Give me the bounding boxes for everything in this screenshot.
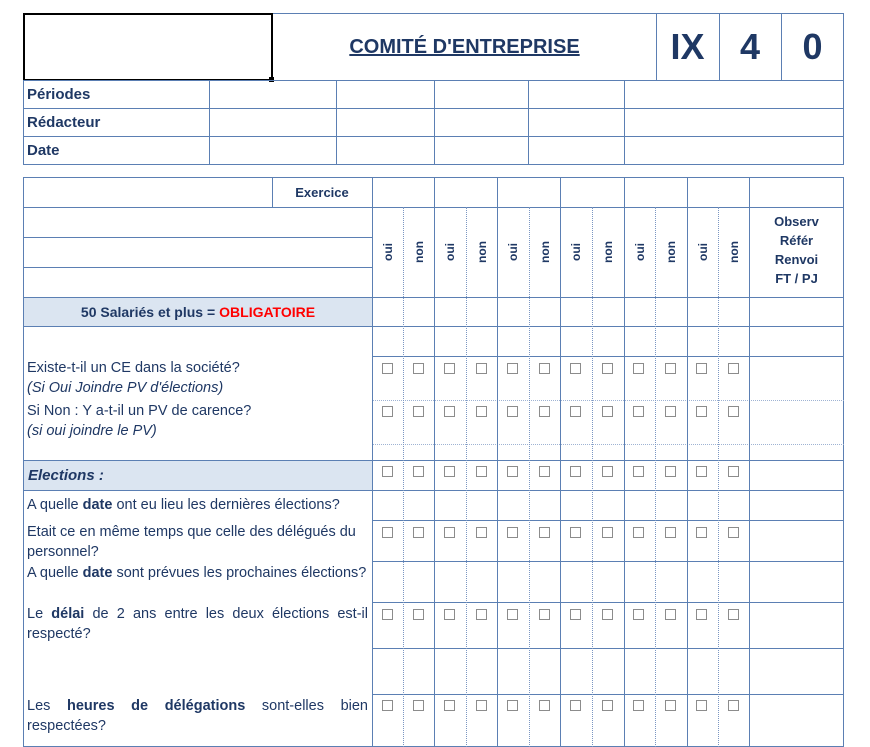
checkbox[interactable] xyxy=(413,609,424,620)
question-text: Etait ce en même temps que celle des délégués du personnel? xyxy=(27,524,356,560)
checkbox[interactable] xyxy=(665,527,676,538)
checkbox[interactable] xyxy=(633,363,644,374)
col-oui-6: oui xyxy=(695,243,710,261)
question-delai xyxy=(23,604,372,644)
col-oui-1: oui xyxy=(380,243,395,261)
checkbox[interactable] xyxy=(602,406,613,417)
checkbox[interactable] xyxy=(665,700,676,711)
question-next-elections xyxy=(23,563,372,583)
page-title: COMITÉ D'ENTREPRISE xyxy=(349,35,580,58)
checkbox[interactable] xyxy=(539,700,550,711)
col-oui-2: oui xyxy=(443,243,457,261)
checkbox[interactable] xyxy=(476,466,487,477)
checkbox[interactable] xyxy=(665,406,676,417)
divider xyxy=(23,267,372,268)
question-keyword: heures de délégations xyxy=(67,698,246,714)
checkbox[interactable] xyxy=(728,700,739,711)
checkbox[interactable] xyxy=(507,406,518,417)
checkbox[interactable] xyxy=(728,406,739,417)
observations-header xyxy=(749,212,844,292)
obs-line: Renvoi xyxy=(774,252,819,267)
checkbox[interactable] xyxy=(476,609,487,620)
code-chapter: IX xyxy=(670,26,705,67)
checkbox[interactable] xyxy=(507,527,518,538)
checkbox[interactable] xyxy=(665,363,676,374)
col-oui-5: oui xyxy=(632,243,647,261)
checkbox[interactable] xyxy=(633,527,644,538)
checkbox[interactable] xyxy=(633,406,644,417)
question-keyword: date xyxy=(82,565,113,581)
checkbox[interactable] xyxy=(570,406,581,417)
divider xyxy=(372,356,844,357)
divider xyxy=(372,602,844,603)
checkbox[interactable] xyxy=(539,527,550,538)
checkbox[interactable] xyxy=(444,609,455,620)
checkbox[interactable] xyxy=(539,406,550,417)
checkbox[interactable] xyxy=(444,363,455,374)
question-heures-delegation xyxy=(23,696,372,736)
divider xyxy=(372,444,844,445)
checkbox[interactable] xyxy=(507,700,518,711)
checkbox[interactable] xyxy=(507,363,518,374)
checkbox[interactable] xyxy=(539,609,550,620)
checkbox[interactable] xyxy=(602,466,613,477)
question-text: Si Non : Y a-t-il un PV de carence? xyxy=(27,403,252,419)
checkbox[interactable] xyxy=(444,527,455,538)
checkbox[interactable] xyxy=(413,466,424,477)
divider xyxy=(23,237,372,238)
divider xyxy=(624,80,625,165)
question-text: sont prévues les prochaines élections? xyxy=(112,565,367,581)
obs-line: Référ xyxy=(779,233,814,248)
question-same-time xyxy=(23,522,372,562)
checkbox[interactable] xyxy=(476,527,487,538)
question-text: ont eu lieu les dernières élections? xyxy=(112,497,340,513)
question-text: Le xyxy=(27,606,52,622)
col-non-4: non xyxy=(601,241,615,263)
question-text: Existe-t-il un CE dans la société? xyxy=(27,360,240,376)
obs-line: FT / PJ xyxy=(775,271,818,286)
divider xyxy=(372,694,844,695)
checkbox[interactable] xyxy=(633,609,644,620)
checkbox[interactable] xyxy=(696,466,707,477)
question-note: (Si Oui Joindre PV d'élections) xyxy=(27,380,224,396)
checkbox[interactable] xyxy=(413,363,424,374)
divider xyxy=(528,80,529,165)
checkbox[interactable] xyxy=(382,363,393,374)
checkbox[interactable] xyxy=(570,700,581,711)
question-text: Les xyxy=(27,698,67,714)
checkbox[interactable] xyxy=(570,527,581,538)
exercice-label: Exercice xyxy=(295,184,349,200)
checkbox[interactable] xyxy=(382,700,393,711)
section-elections: Elections : xyxy=(28,467,104,484)
col-non-3: non xyxy=(537,241,552,263)
question-text: de 2 ans entre les deux élections est-il respecté? xyxy=(27,606,368,642)
obs-line: Observ xyxy=(774,214,819,229)
question-keyword: délai xyxy=(51,606,85,622)
checkbox[interactable] xyxy=(696,406,707,417)
checkbox[interactable] xyxy=(476,363,487,374)
checkbox[interactable] xyxy=(444,406,455,417)
checkbox[interactable] xyxy=(570,363,581,374)
checkbox[interactable] xyxy=(696,609,707,620)
checkbox[interactable] xyxy=(570,466,581,477)
divider xyxy=(434,80,435,165)
divider xyxy=(372,400,844,401)
checkbox[interactable] xyxy=(382,406,393,417)
checkbox[interactable] xyxy=(382,609,393,620)
checkbox[interactable] xyxy=(633,466,644,477)
logo-placeholder[interactable] xyxy=(23,13,273,81)
checkbox[interactable] xyxy=(696,527,707,538)
checkbox[interactable] xyxy=(382,466,393,477)
col-non-5: non xyxy=(664,241,678,263)
question-text: A quelle xyxy=(27,565,83,581)
col-non-6: non xyxy=(726,241,741,263)
question-last-elections xyxy=(23,495,372,515)
checkbox[interactable] xyxy=(476,700,487,711)
checkbox[interactable] xyxy=(507,466,518,477)
checkbox[interactable] xyxy=(444,466,455,477)
meta-label-redacteur: Rédacteur xyxy=(27,113,101,131)
checkbox[interactable] xyxy=(413,700,424,711)
divider xyxy=(372,520,844,521)
checkbox[interactable] xyxy=(696,700,707,711)
divider xyxy=(372,648,844,649)
checkbox[interactable] xyxy=(444,700,455,711)
obligatoire-badge: OBLIGATOIRE xyxy=(219,304,316,320)
checkbox[interactable] xyxy=(602,527,613,538)
checkbox[interactable] xyxy=(476,406,487,417)
checkbox[interactable] xyxy=(539,363,550,374)
section-obligatoire xyxy=(24,298,372,326)
col-oui-4: oui xyxy=(569,243,583,261)
checkbox[interactable] xyxy=(539,466,550,477)
divider xyxy=(209,80,210,165)
question-ce-exists xyxy=(23,358,372,398)
checkbox[interactable] xyxy=(570,609,581,620)
checkbox[interactable] xyxy=(633,700,644,711)
checkbox[interactable] xyxy=(413,406,424,417)
question-text: sont-elles bien respectées? xyxy=(27,698,368,734)
question-note: (si oui joindre le PV) xyxy=(27,423,157,439)
question-keyword: date xyxy=(82,497,113,513)
col-non-2: non xyxy=(474,241,489,263)
checkbox[interactable] xyxy=(728,363,739,374)
question-text: A quelle xyxy=(27,497,83,513)
checkbox[interactable] xyxy=(602,609,613,620)
checkbox[interactable] xyxy=(602,363,613,374)
col-non-1: non xyxy=(411,241,426,263)
checkbox[interactable] xyxy=(665,609,676,620)
checkbox[interactable] xyxy=(728,466,739,477)
col-oui-3: oui xyxy=(506,243,520,261)
checkbox[interactable] xyxy=(728,609,739,620)
divider xyxy=(372,561,844,562)
checkbox[interactable] xyxy=(602,700,613,711)
checkbox[interactable] xyxy=(665,466,676,477)
checkbox[interactable] xyxy=(507,609,518,620)
checkbox[interactable] xyxy=(382,527,393,538)
checkbox[interactable] xyxy=(728,527,739,538)
checkbox[interactable] xyxy=(696,363,707,374)
code-section: 4 xyxy=(739,26,761,67)
code-version: 0 xyxy=(802,26,823,67)
meta-label-periodes: Périodes xyxy=(27,85,91,103)
divider xyxy=(336,80,337,165)
section-label: 50 Salariés et plus = xyxy=(80,304,216,320)
meta-label-date: Date xyxy=(27,141,60,159)
question-pv-carence xyxy=(23,401,372,441)
checkbox[interactable] xyxy=(413,527,424,538)
